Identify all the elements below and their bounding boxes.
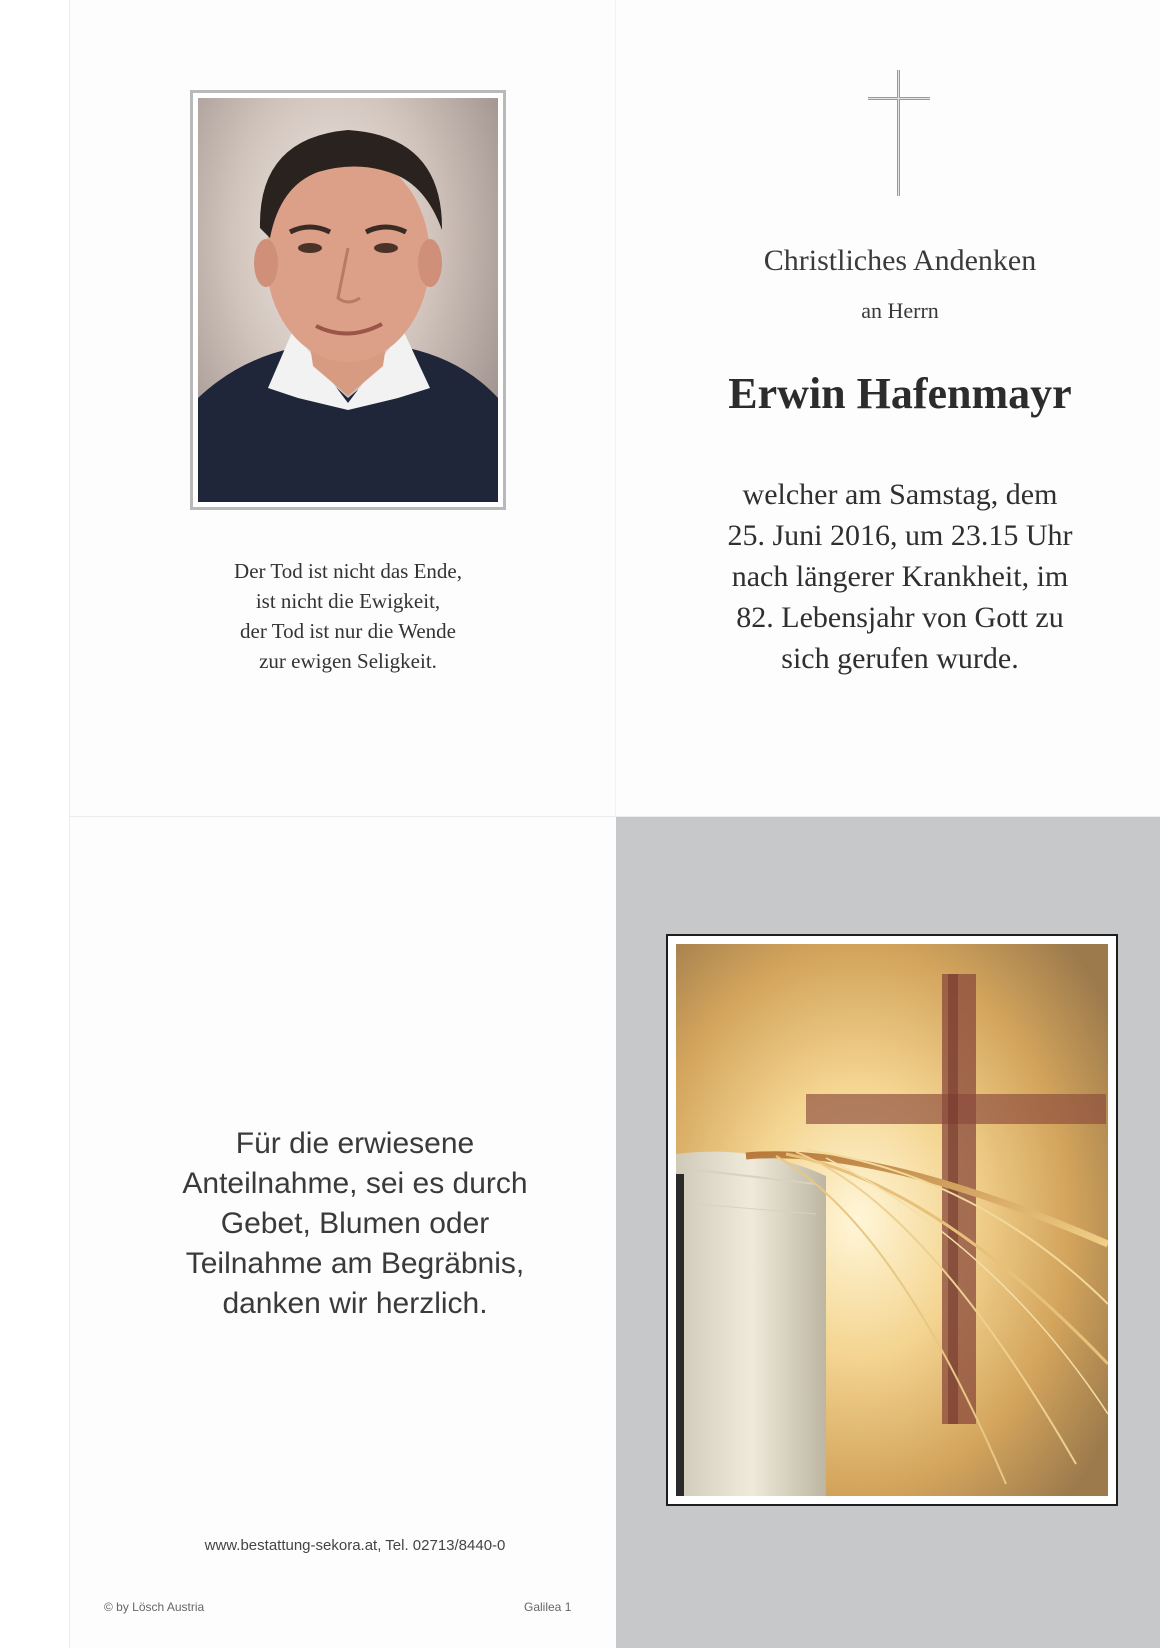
- notice-line: nach längerer Krankheit, im: [731, 560, 1069, 593]
- thanks-line: danken wir herzlich.: [222, 1287, 488, 1320]
- latin-cross-icon: [868, 70, 930, 196]
- portrait-frame: [190, 90, 506, 510]
- poem-line: Der Tod ist nicht das Ende,: [234, 559, 462, 583]
- thanks-line: Teilnahme am Begräbnis,: [185, 1247, 525, 1280]
- poem-line: der Tod ist nur die Wende: [240, 619, 456, 643]
- notice-line: 82. Lebensjahr von Gott zu: [736, 601, 1064, 634]
- vertical-fold-line: [615, 0, 616, 816]
- design-code: Galilea 1: [524, 1600, 572, 1614]
- sheet-edge: [69, 0, 70, 1648]
- thanks-message: [130, 1124, 580, 1324]
- card-heading: Christliches Andenken: [763, 244, 1037, 277]
- death-notice: [680, 474, 1120, 679]
- poem-line: zur ewigen Seligkeit.: [259, 649, 437, 673]
- card-sub-heading: an Herrn: [861, 298, 939, 323]
- thanks-line: Für die erwiesene: [235, 1127, 475, 1160]
- portrait-photo: [198, 98, 498, 502]
- thanks-line: Anteilnahme, sei es durch: [182, 1167, 528, 1200]
- poem-line: ist nicht die Ewigkeit,: [255, 589, 441, 613]
- thanks-line: Gebet, Blumen oder: [220, 1207, 490, 1240]
- cover-image: [676, 944, 1108, 1496]
- notice-line: welcher am Samstag, dem: [742, 478, 1058, 511]
- deceased-name: Erwin Hafenmayr: [728, 369, 1072, 418]
- notice-line: sich gerufen wurde.: [781, 642, 1019, 675]
- notice-line: 25. Juni 2016, um 23.15 Uhr: [727, 519, 1073, 552]
- cover-image-frame: [666, 934, 1118, 1506]
- cross-book-wheat-illustration: [676, 944, 1108, 1496]
- copyright-note: © by Lösch Austria: [104, 1600, 205, 1614]
- portrait-illustration: [198, 98, 498, 502]
- funeral-home-contact: www.bestattung-sekora.at, Tel. 02713/8440-0: [204, 1537, 506, 1554]
- poem: [190, 556, 506, 676]
